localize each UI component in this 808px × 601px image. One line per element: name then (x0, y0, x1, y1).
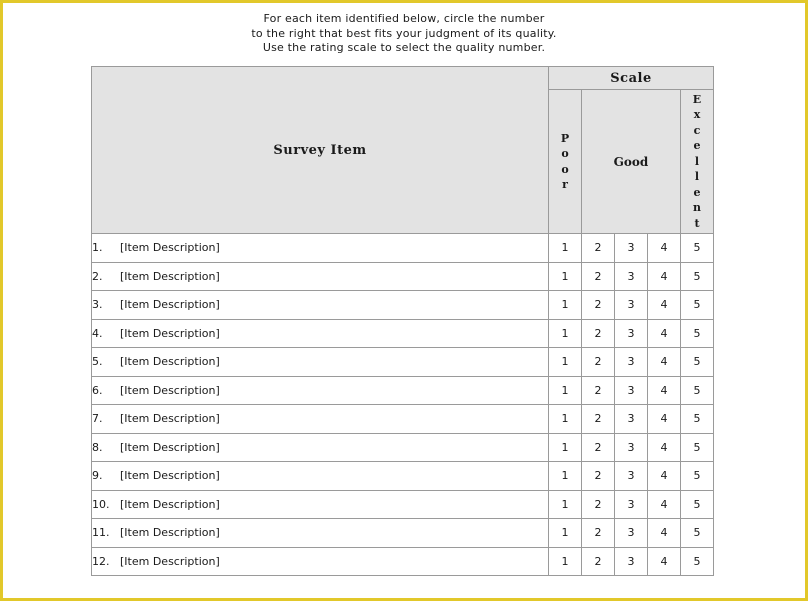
item-number: 1. (92, 241, 103, 255)
rating-3[interactable]: 3 (615, 376, 648, 405)
instructions (3, 12, 805, 56)
scale-excellent-label: E x c e l l e n t (681, 90, 714, 234)
rating-2[interactable]: 2 (582, 490, 615, 519)
rating-3[interactable]: 3 (615, 405, 648, 434)
survey-row (92, 405, 714, 434)
item-number: 2. (92, 269, 103, 283)
rating-4[interactable]: 4 (648, 348, 681, 377)
survey-row (92, 462, 714, 491)
survey-rows (92, 234, 714, 576)
rating-3[interactable]: 3 (615, 319, 648, 348)
survey-row (92, 291, 714, 320)
item-cell (92, 433, 549, 462)
rating-4[interactable]: 4 (648, 490, 681, 519)
rating-1[interactable]: 1 (549, 547, 582, 576)
item-cell (92, 262, 549, 291)
rating-1[interactable]: 1 (549, 319, 582, 348)
survey-row (92, 262, 714, 291)
item-description: [Item Description] (120, 412, 220, 426)
rating-4[interactable]: 4 (648, 319, 681, 348)
rating-4[interactable]: 4 (648, 462, 681, 491)
survey-row (92, 433, 714, 462)
rating-3[interactable]: 3 (615, 433, 648, 462)
rating-5[interactable]: 5 (681, 262, 714, 291)
item-description: [Item Description] (120, 469, 220, 483)
rating-1[interactable]: 1 (549, 234, 582, 263)
rating-2[interactable]: 2 (582, 547, 615, 576)
rating-3[interactable]: 3 (615, 490, 648, 519)
scale-header: Scale (549, 67, 714, 90)
rating-5[interactable]: 5 (681, 234, 714, 263)
scale-good-label: Good (582, 90, 681, 234)
item-description: [Item Description] (120, 497, 220, 511)
item-cell (92, 376, 549, 405)
survey-row (92, 319, 714, 348)
item-cell (92, 490, 549, 519)
rating-5[interactable]: 5 (681, 291, 714, 320)
rating-2[interactable]: 2 (582, 348, 615, 377)
item-cell (92, 291, 549, 320)
item-number: 12. (92, 554, 110, 568)
rating-1[interactable]: 1 (549, 291, 582, 320)
rating-4[interactable]: 4 (648, 262, 681, 291)
rating-1[interactable]: 1 (549, 462, 582, 491)
item-cell (92, 405, 549, 434)
rating-2[interactable]: 2 (582, 291, 615, 320)
rating-1[interactable]: 1 (549, 262, 582, 291)
survey-row (92, 490, 714, 519)
item-number: 7. (92, 412, 103, 426)
rating-3[interactable]: 3 (615, 462, 648, 491)
rating-3[interactable]: 3 (615, 348, 648, 377)
rating-1[interactable]: 1 (549, 490, 582, 519)
item-description: [Item Description] (120, 440, 220, 454)
rating-2[interactable]: 2 (582, 405, 615, 434)
item-description: [Item Description] (120, 298, 220, 312)
rating-4[interactable]: 4 (648, 291, 681, 320)
rating-1[interactable]: 1 (549, 433, 582, 462)
rating-1[interactable]: 1 (549, 519, 582, 548)
survey-row (92, 547, 714, 576)
item-cell (92, 234, 549, 263)
rating-2[interactable]: 2 (582, 262, 615, 291)
item-description: [Item Description] (120, 526, 220, 540)
rating-5[interactable]: 5 (681, 547, 714, 576)
item-cell (92, 519, 549, 548)
rating-3[interactable]: 3 (615, 234, 648, 263)
rating-4[interactable]: 4 (648, 519, 681, 548)
rating-5[interactable]: 5 (681, 433, 714, 462)
rating-4[interactable]: 4 (648, 376, 681, 405)
rating-3[interactable]: 3 (615, 519, 648, 548)
item-description: [Item Description] (120, 241, 220, 255)
survey-item-header: Survey Item (92, 67, 549, 234)
item-number: 3. (92, 298, 103, 312)
rating-3[interactable]: 3 (615, 262, 648, 291)
rating-5[interactable]: 5 (681, 348, 714, 377)
rating-2[interactable]: 2 (582, 519, 615, 548)
item-cell (92, 348, 549, 377)
item-number: 6. (92, 383, 103, 397)
instruction-line-2: to the right that best fits your judgment of its quality. (251, 26, 557, 40)
item-number: 4. (92, 326, 103, 340)
rating-1[interactable]: 1 (549, 348, 582, 377)
rating-3[interactable]: 3 (615, 547, 648, 576)
rating-5[interactable]: 5 (681, 462, 714, 491)
item-description: [Item Description] (120, 554, 220, 568)
survey-row (92, 234, 714, 263)
item-number: 5. (92, 355, 103, 369)
rating-4[interactable]: 4 (648, 405, 681, 434)
survey-table (91, 66, 714, 576)
item-cell (92, 462, 549, 491)
item-number: 8. (92, 440, 103, 454)
instruction-line-3: Use the rating scale to select the quality number. (262, 41, 546, 54)
rating-2[interactable]: 2 (582, 462, 615, 491)
item-cell (92, 319, 549, 348)
item-cell (92, 547, 549, 576)
instruction-line-1: For each item identified below, circle the number (263, 12, 545, 25)
rating-3[interactable]: 3 (615, 291, 648, 320)
item-number: 11. (92, 526, 110, 540)
rating-5[interactable]: 5 (681, 405, 714, 434)
item-description: [Item Description] (120, 355, 220, 369)
rating-1[interactable]: 1 (549, 405, 582, 434)
rating-4[interactable]: 4 (648, 433, 681, 462)
item-description: [Item Description] (120, 326, 220, 340)
rating-5[interactable]: 5 (681, 376, 714, 405)
rating-5[interactable]: 5 (681, 319, 714, 348)
rating-4[interactable]: 4 (648, 234, 681, 263)
survey-row (92, 519, 714, 548)
item-number: 9. (92, 469, 103, 483)
rating-2[interactable]: 2 (582, 319, 615, 348)
rating-2[interactable]: 2 (582, 433, 615, 462)
rating-5[interactable]: 5 (681, 490, 714, 519)
rating-1[interactable]: 1 (549, 376, 582, 405)
rating-5[interactable]: 5 (681, 519, 714, 548)
survey-row (92, 376, 714, 405)
item-number: 10. (92, 497, 110, 511)
rating-2[interactable]: 2 (582, 376, 615, 405)
rating-4[interactable]: 4 (648, 547, 681, 576)
item-description: [Item Description] (120, 383, 220, 397)
scale-poor-label: P o o r (549, 90, 582, 234)
item-description: [Item Description] (120, 269, 220, 283)
rating-2[interactable]: 2 (582, 234, 615, 263)
survey-row (92, 348, 714, 377)
